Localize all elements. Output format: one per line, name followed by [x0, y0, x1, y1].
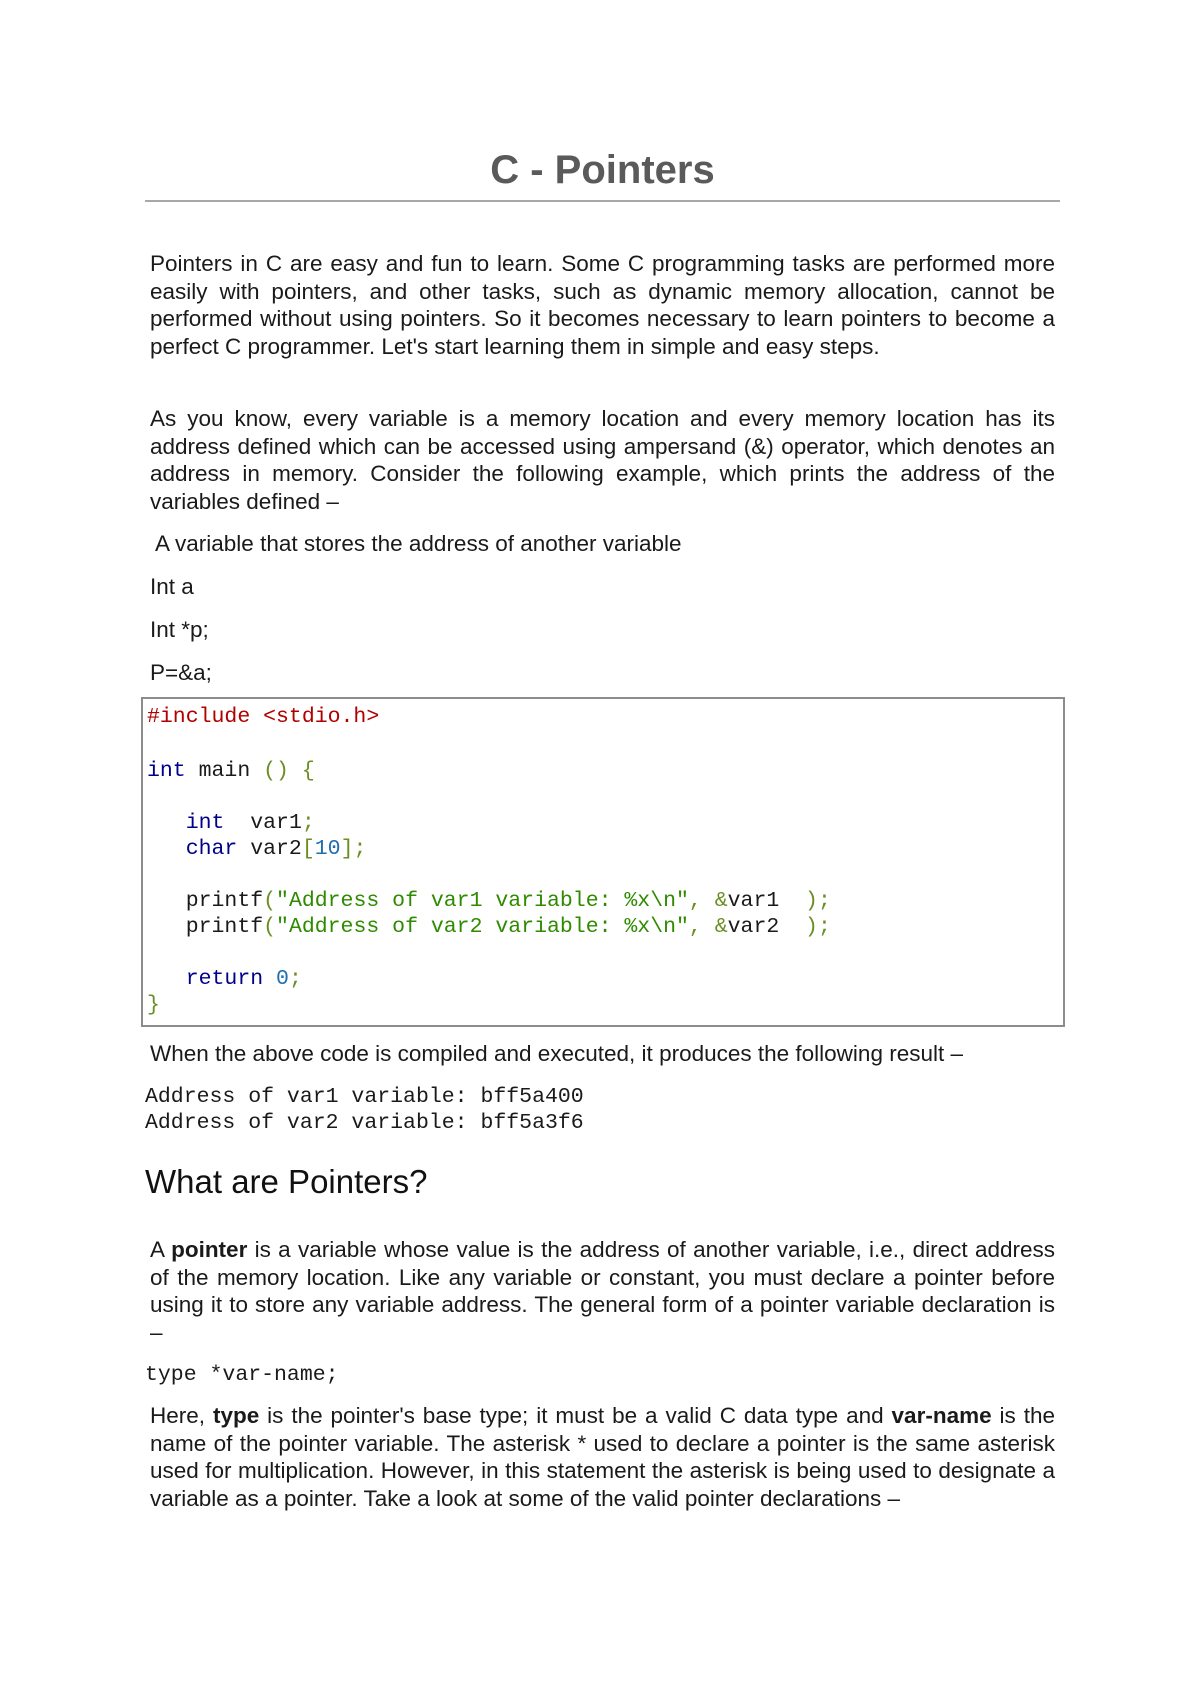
intro-paragraph-1: Pointers in C are easy and fun to learn. Some C programming tasks are performed more easily with pointers, and other tasks, such as dynamic memory allocation, cannot be performed without using pointers. So it becomes necessary to learn pointers to become a perfect C programmer. Let's start learning them in simple and easy steps. [150, 251, 1055, 359]
code-line-var2 [147, 837, 366, 861]
code-punctuation: [ [301, 837, 315, 861]
code-text: var1 [224, 811, 302, 835]
code-punctuation: () { [263, 759, 315, 783]
type-paragraph: Here, type is the pointer's base type; it must be a valid C data type and var-name is the name of the pointer variable. The asterisk * used to declare a pointer is the same asterisk used for multiplication. However, in this statement the asterisk is being used to designate a variable as a pointer. Take a look at some of the valid pointer declarations – [150, 1403, 1055, 1511]
code-line-close [147, 993, 160, 1017]
bold-term-type: type [212, 1403, 260, 1428]
code-text: main [185, 759, 264, 783]
code-punctuation: ); [779, 915, 831, 939]
code-punctuation: ]; [340, 837, 367, 861]
code-line-var1 [147, 811, 315, 835]
intro-paragraph-2: As you know, every variable is a memory location and every memory location has its address defined which can be accessed using ampersand (&) operator, which denotes an address in memory. Consider the following example, which prints the address of the variables defined – [150, 406, 1055, 514]
syntax-line: type *var-name; [145, 1363, 339, 1387]
output-line-2: Address of var2 variable: bff5a3f6 [145, 1111, 584, 1135]
code-punctuation: ( [263, 915, 277, 939]
code-line-return [147, 967, 302, 991]
code-number: 10 [314, 837, 341, 861]
title-divider [145, 200, 1060, 202]
output-line-1: Address of var1 variable: bff5a400 [145, 1085, 584, 1109]
code-include: #include <stdio.h> [147, 705, 380, 729]
code-keyword: char [185, 837, 238, 861]
code-string: "Address of var1 variable: %x\n" [276, 889, 689, 913]
page-title: C - Pointers [490, 148, 715, 192]
code-function: printf [185, 889, 264, 913]
code-line-main [147, 759, 315, 783]
code-line-printf-2 [147, 915, 831, 939]
example-line-assign: P=&a; [150, 660, 212, 685]
example-line-int-p: Int *p; [150, 617, 209, 642]
code-function: printf [185, 915, 264, 939]
code-text: var1 [727, 889, 780, 913]
code-keyword: int [147, 759, 186, 783]
code-punctuation: ; [301, 811, 315, 835]
code-punctuation: ; [288, 967, 302, 991]
example-line-int-a: Int a [150, 574, 194, 599]
code-punctuation: } [147, 993, 160, 1017]
pointer-paragraph: A pointer is a variable whose value is the address of another variable, i.e., direct address of the memory location. Like any variable or constant, you must declare a pointer before using it to store any variable address. The general form of a pointer variable declaration is – [150, 1237, 1055, 1345]
code-keyword: int [185, 811, 225, 835]
code-text: var2 [727, 915, 780, 939]
code-line-include [147, 705, 379, 729]
code-block [141, 697, 1065, 1027]
code-punctuation: , & [688, 915, 728, 939]
code-line-printf-1 [147, 889, 831, 913]
code-punctuation: ); [779, 889, 831, 913]
result-intro: When the above code is compiled and executed, it produces the following result – [150, 1041, 963, 1066]
bold-term-pointer: pointer [171, 1237, 248, 1262]
code-text: var2 [237, 837, 302, 861]
pointer-definition: A variable that stores the address of another variable [150, 531, 682, 556]
code-punctuation: ( [263, 889, 277, 913]
code-string: "Address of var2 variable: %x\n" [276, 915, 689, 939]
section-heading: What are Pointers? [145, 1163, 428, 1200]
code-number: 0 [276, 967, 289, 991]
code-keyword: return [185, 967, 264, 991]
bold-term-var-name: var-name [891, 1403, 992, 1428]
code-punctuation: , & [688, 889, 728, 913]
